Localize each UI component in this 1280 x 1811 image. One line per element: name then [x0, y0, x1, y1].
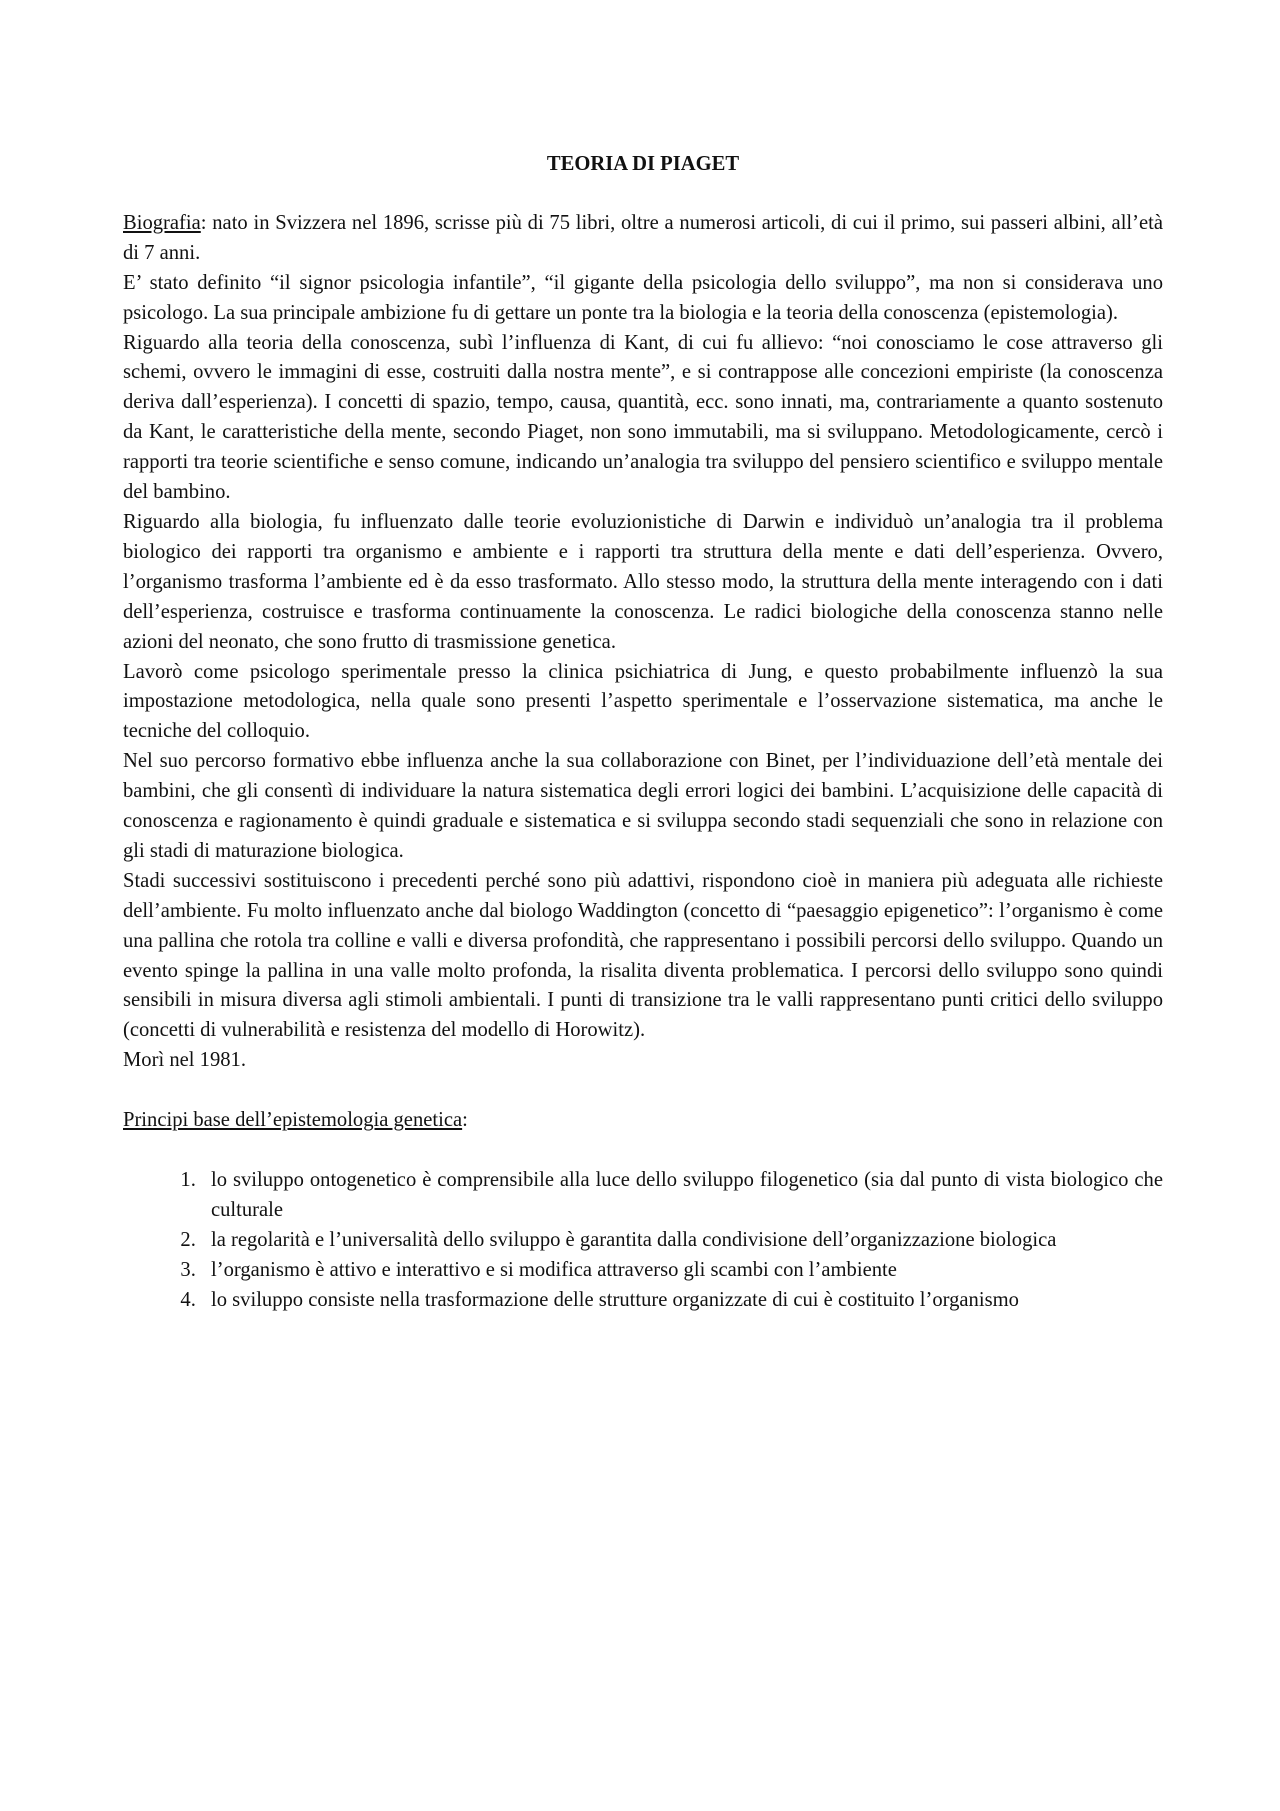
biography-label: Biografia [123, 211, 201, 234]
list-item: 4. lo sviluppo consiste nella trasformazione delle strutture organizzate di cui è costituito l’organismo [201, 1286, 1163, 1316]
principles-heading-text: Principi base dell’epistemologia genetica [123, 1109, 463, 1132]
biography-paragraph: E’ stato definito “il signor psicologia infantile”, “il gigante della psicologia dello sviluppo”, ma non si considerava uno psicologo. La sua principale ambizione fu di gettare un ponte tra la biologia e la teoria della conoscenza (epistemologia). [123, 271, 1163, 324]
list-item: 1. lo sviluppo ontogenetico è comprensibile alla luce dello sviluppo filogenetico (sia dal punto di vista biologico che culturale [201, 1166, 1163, 1226]
biography-paragraph: Nel suo percorso formativo ebbe influenza anche la sua collaborazione con Binet, per l’individuazione dell’età mentale dei bambini, che gli consentì di individuare la natura sistematica degli errori logici dei bambini. L’acquisizione delle capacità di conoscenza e ragionamento è quindi graduale e sistematica e si sviluppa secondo stadi sequenziali che sono in relazione con gli stadi di maturazione biologica. [123, 750, 1163, 862]
biography-paragraph: Morì nel 1981. [123, 1049, 246, 1072]
biography-paragraph: Riguardo alla teoria della conoscenza, subì l’influenza di Kant, di cui fu allievo: “noi conosciamo le cose attraverso gli schemi, ovvero le immagini di esse, costruiti dalla nostra mente”, e si contrappose alle concezioni empiriste (la conoscenza deriva dall’esperienza). I concetti di spazio, tempo, causa, quantità, ecc. sono innati, ma, contrariamente a quanto sostenuto da Kant, le caratteristiche della mente, secondo Piaget, non sono immutabili, ma si sviluppano. Metodologicamente, cercò i rapporti tra teorie scientifiche e senso comune, indicando un’analogia tra sviluppo del pensiero scientifico e sviluppo mentale del bambino. [123, 331, 1163, 504]
document-page [123, 150, 1163, 1316]
biography-intro-paragraph [123, 209, 1163, 269]
biography-paragraph: Stadi successivi sostituiscono i precedenti perché sono più adattivi, rispondono cioè in maniera più adeguata alle richieste dell’ambiente. Fu molto influenzato anche dal biologo Waddington (concetto di “paesaggio epigenetico”: l’organismo è come una pallina che rotola tra colline e valli e diversa profondità, che rappresentano i possibili percorsi dello sviluppo. Quando un evento spinge la pallina in una valle molto profonda, la risalita diventa problematica. I percorsi dello sviluppo sono quindi sensibili in misura diversa agli stimoli ambientali. I punti di transizione tra le valli rappresentano punti critici dello sviluppo (concetti di vulnerabilità e resistenza del modello di Horowitz). [123, 869, 1163, 1042]
principles-list [123, 1166, 1163, 1316]
biography-intro-text: : nato in Svizzera nel 1896, scrisse più di 75 libri, oltre a numerosi articoli, di cui il primo, sui passeri albini, all’età di 7 anni. [123, 211, 1163, 264]
principles-heading [123, 1106, 1163, 1136]
biography-paragraph: Lavorò come psicologo sperimentale presso la clinica psichiatrica di Jung, e questo probabilmente influenzò la sua impostazione metodologica, nella quale sono presenti l’aspetto sperimentale e l’osservazione sistematica, ma anche le tecniche del colloquio. [123, 660, 1163, 743]
document-title: TEORIA DI PIAGET [546, 153, 740, 175]
list-item: 3. l’organismo è attivo e interattivo e si modifica attraverso gli scambi con l’ambiente [201, 1256, 1163, 1286]
section-spacer [123, 1076, 1163, 1106]
biography-paragraph: Riguardo alla biologia, fu influenzato dalle teorie evoluzionistiche di Darwin e individuò un’analogia tra il problema biologico dei rapporti tra organismo e ambiente e i rapporti tra struttura della mente e dati dell’esperienza. Ovvero, l’organismo trasforma l’ambiente ed è da esso trasformato. Allo stesso modo, la struttura della mente interagendo con i dati dell’esperienza, costruisce e trasforma continuamente la conoscenza. Le radici biologiche della conoscenza stanno nelle azioni del neonato, che sono frutto di trasmissione genetica. [123, 510, 1163, 653]
list-item: 2. la regolarità e l’universalità dello sviluppo è garantita dalla condivisione dell’organizzazione biologica [201, 1226, 1163, 1256]
principles-heading-colon: : [462, 1109, 468, 1132]
